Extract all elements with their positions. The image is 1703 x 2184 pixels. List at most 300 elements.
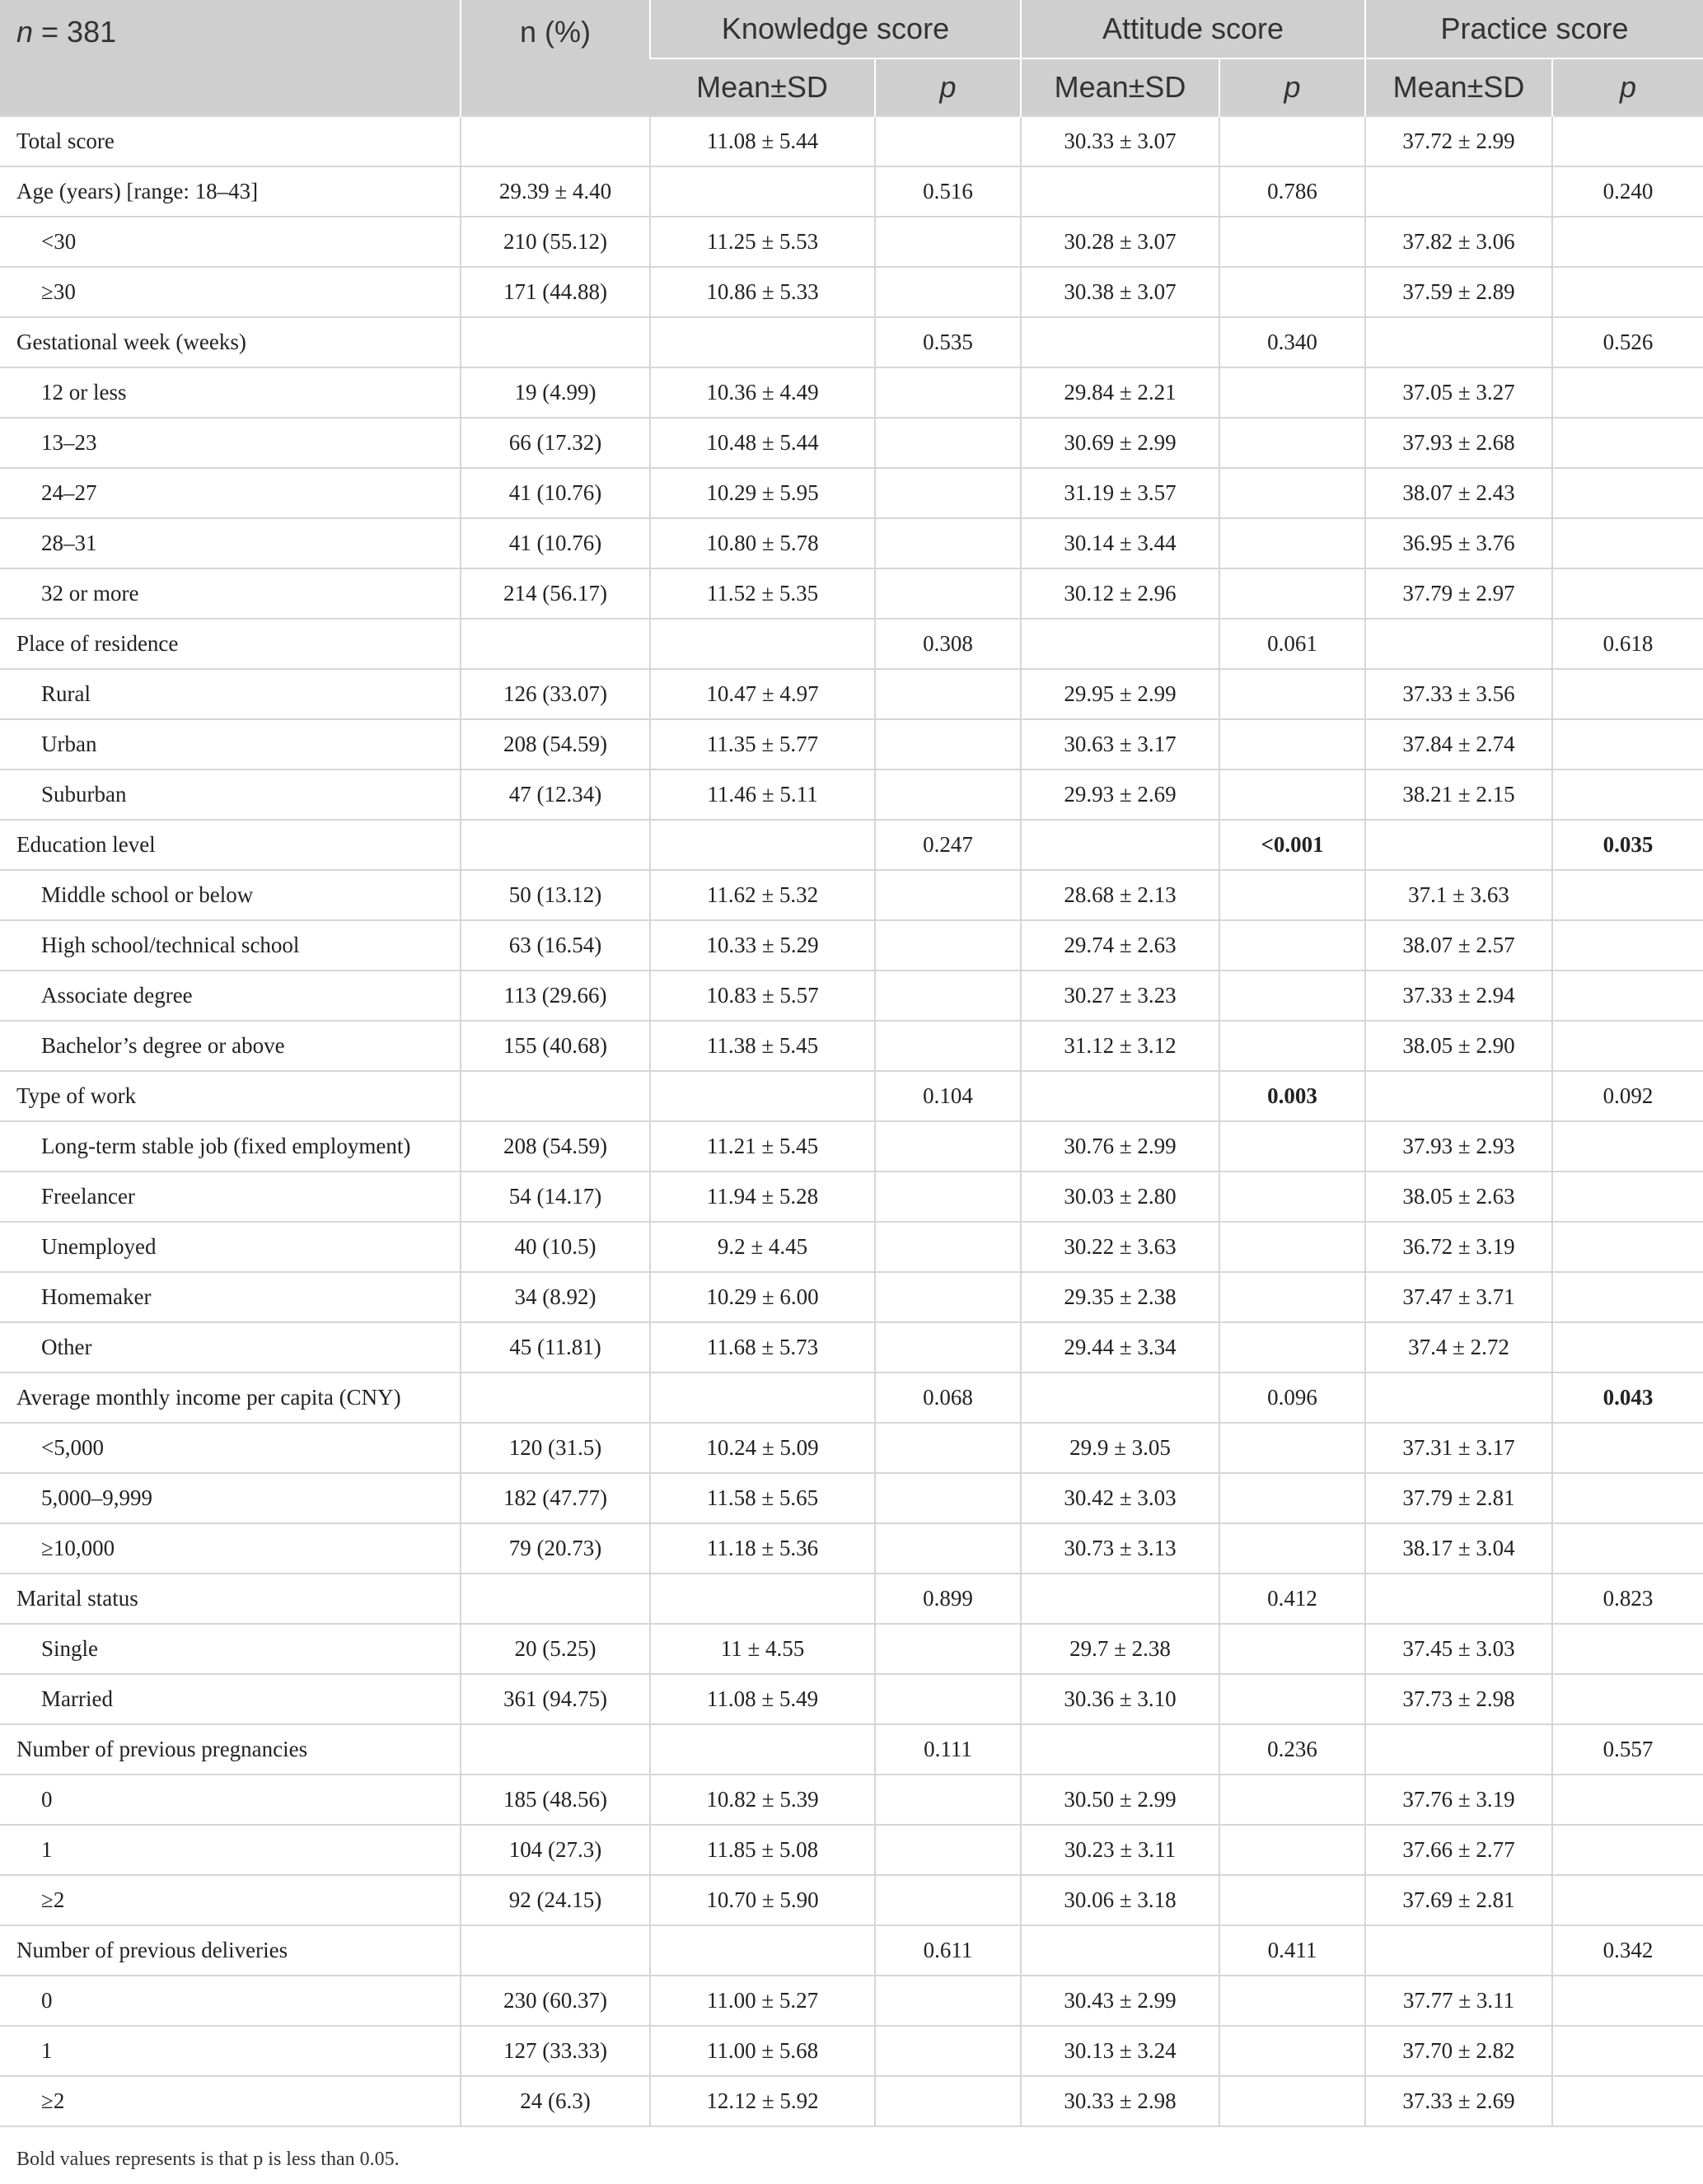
- n-pct-cell: 210 (55.12): [461, 217, 650, 267]
- practice-p-cell: [1552, 719, 1703, 769]
- row-label: Urban: [0, 719, 461, 769]
- knowledge-mean-sd-cell: 11.52 ± 5.35: [650, 568, 875, 619]
- attitude-p-cell: [1219, 769, 1365, 820]
- attitude-p-cell: 0.340: [1219, 317, 1365, 367]
- practice-mean-sd-cell: 36.72 ± 3.19: [1365, 1222, 1552, 1272]
- row-label: 13–23: [0, 418, 461, 468]
- attitude-p-cell: [1219, 1473, 1365, 1523]
- knowledge-p-cell: [875, 1473, 1021, 1523]
- knowledge-p-cell: 0.111: [875, 1724, 1021, 1775]
- attitude-p-cell: [1219, 1322, 1365, 1373]
- row-label: Homemaker: [0, 1272, 461, 1322]
- n-pct-cell: 113 (29.66): [461, 970, 650, 1021]
- n-pct-cell: 40 (10.5): [461, 1222, 650, 1272]
- practice-mean-sd-cell: 37.79 ± 2.81: [1365, 1473, 1552, 1523]
- row-label: 32 or more: [0, 568, 461, 619]
- practice-mean-sd-cell: 37.1 ± 3.63: [1365, 870, 1552, 920]
- knowledge-p-cell: [875, 1272, 1021, 1322]
- knowledge-p-cell: [875, 116, 1021, 166]
- knowledge-mean-sd-cell: [650, 1925, 875, 1976]
- table-row: [0, 1976, 1703, 2026]
- knowledge-p-cell: 0.247: [875, 820, 1021, 870]
- row-label: Type of work: [0, 1071, 461, 1121]
- practice-p-cell: [1552, 1322, 1703, 1373]
- attitude-mean-sd-cell: 29.7 ± 2.38: [1021, 1624, 1219, 1674]
- attitude-p-cell: 0.412: [1219, 1574, 1365, 1624]
- attitude-p-cell: [1219, 1875, 1365, 1925]
- practice-mean-sd-cell: 37.69 ± 2.81: [1365, 1875, 1552, 1925]
- practice-mean-sd-cell: 38.07 ± 2.43: [1365, 468, 1552, 518]
- practice-mean-sd-cell: 37.73 ± 2.98: [1365, 1674, 1552, 1724]
- knowledge-mean-sd-cell: 11.35 ± 5.77: [650, 719, 875, 769]
- knowledge-mean-sd-cell: [650, 619, 875, 669]
- knowledge-p-cell: [875, 1222, 1021, 1272]
- table-row: [0, 920, 1703, 970]
- attitude-mean-sd-cell: 31.19 ± 3.57: [1021, 468, 1219, 518]
- table-row: [0, 1574, 1703, 1624]
- attitude-mean-sd-cell: 30.22 ± 3.63: [1021, 1222, 1219, 1272]
- row-label: High school/technical school: [0, 920, 461, 970]
- attitude-p-cell: [1219, 1674, 1365, 1724]
- n-pct-cell: 66 (17.32): [461, 418, 650, 468]
- attitude-p-cell: 0.003: [1219, 1071, 1365, 1121]
- knowledge-mean-sd-cell: 11.08 ± 5.44: [650, 116, 875, 166]
- practice-p-cell: [1552, 1875, 1703, 1925]
- knowledge-p-cell: [875, 1976, 1021, 2026]
- attitude-p-cell: [1219, 367, 1365, 418]
- knowledge-mean-sd-cell: [650, 1724, 875, 1775]
- attitude-p-cell: [1219, 518, 1365, 568]
- row-label: Gestational week (weeks): [0, 317, 461, 367]
- practice-mean-sd-cell: 37.59 ± 2.89: [1365, 267, 1552, 317]
- n-pct-cell: 20 (5.25): [461, 1624, 650, 1674]
- knowledge-p-cell: [875, 1172, 1021, 1222]
- table-row: [0, 418, 1703, 468]
- knowledge-p-cell: 0.308: [875, 619, 1021, 669]
- n-pct-cell: [461, 820, 650, 870]
- n-pct-cell: 45 (11.81): [461, 1322, 650, 1373]
- attitude-mean-sd-cell: [1021, 166, 1219, 217]
- attitude-mean-sd-cell: 30.06 ± 3.18: [1021, 1875, 1219, 1925]
- knowledge-p-cell: [875, 1775, 1021, 1825]
- row-label: Education level: [0, 820, 461, 870]
- knowledge-mean-sd-cell: 11.62 ± 5.32: [650, 870, 875, 920]
- attitude-mean-sd-cell: 30.73 ± 3.13: [1021, 1523, 1219, 1574]
- attitude-mean-sd-cell: 28.68 ± 2.13: [1021, 870, 1219, 920]
- table-row: [0, 1624, 1703, 1674]
- practice-mean-sd-cell: 36.95 ± 3.76: [1365, 518, 1552, 568]
- table-row: [0, 1121, 1703, 1172]
- practice-mean-sd-cell: [1365, 820, 1552, 870]
- table-row: [0, 367, 1703, 418]
- practice-p-cell: [1552, 1624, 1703, 1674]
- table-row: [0, 1925, 1703, 1976]
- knowledge-mean-sd-cell: [650, 1373, 875, 1423]
- n-pct-cell: 19 (4.99): [461, 367, 650, 418]
- attitude-p-cell: 0.411: [1219, 1925, 1365, 1976]
- knowledge-p-cell: [875, 920, 1021, 970]
- n-pct-cell: 24 (6.3): [461, 2076, 650, 2126]
- practice-p-cell: [1552, 920, 1703, 970]
- practice-mean-sd-cell: 38.05 ± 2.63: [1365, 1172, 1552, 1222]
- practice-mean-sd-cell: 37.77 ± 3.11: [1365, 1976, 1552, 2026]
- knowledge-p-cell: [875, 468, 1021, 518]
- attitude-p-cell: [1219, 669, 1365, 719]
- knowledge-p-cell: [875, 1423, 1021, 1473]
- knowledge-p-header: p: [875, 58, 1021, 116]
- table-row: [0, 1825, 1703, 1875]
- table-row: [0, 1373, 1703, 1423]
- n-pct-cell: [461, 1724, 650, 1775]
- practice-mean-sd-cell: [1365, 1373, 1552, 1423]
- table-header: [0, 0, 1703, 116]
- n-pct-cell: 92 (24.15): [461, 1875, 650, 1925]
- table-row: [0, 970, 1703, 1021]
- n-pct-cell: 127 (33.33): [461, 2026, 650, 2076]
- attitude-mean-sd-cell: [1021, 317, 1219, 367]
- attitude-p-cell: [1219, 2026, 1365, 2076]
- practice-p-cell: [1552, 367, 1703, 418]
- practice-p-cell: 0.618: [1552, 619, 1703, 669]
- knowledge-p-cell: [875, 2026, 1021, 2076]
- practice-mean-sd-cell: 38.05 ± 2.90: [1365, 1021, 1552, 1071]
- attitude-p-cell: [1219, 1021, 1365, 1071]
- practice-mean-sd-cell: [1365, 1724, 1552, 1775]
- attitude-p-cell: [1219, 1523, 1365, 1574]
- n-pct-cell: 182 (47.77): [461, 1473, 650, 1523]
- n-pct-cell: [461, 619, 650, 669]
- attitude-mean-sd-cell: 30.50 ± 2.99: [1021, 1775, 1219, 1825]
- attitude-p-cell: <0.001: [1219, 820, 1365, 870]
- attitude-mean-sd-cell: 30.36 ± 3.10: [1021, 1674, 1219, 1724]
- table-row: [0, 1423, 1703, 1473]
- practice-p-cell: 0.043: [1552, 1373, 1703, 1423]
- attitude-mean-sd-cell: 30.28 ± 3.07: [1021, 217, 1219, 267]
- attitude-p-cell: [1219, 1272, 1365, 1322]
- table-row: [0, 1071, 1703, 1121]
- knowledge-mean-sd-cell: 11.08 ± 5.49: [650, 1674, 875, 1724]
- n-pct-cell: [461, 116, 650, 166]
- practice-p-cell: [1552, 217, 1703, 267]
- practice-mean-sd-cell: 37.33 ± 2.69: [1365, 2076, 1552, 2126]
- practice-p-cell: [1552, 870, 1703, 920]
- n-pct-cell: 54 (14.17): [461, 1172, 650, 1222]
- practice-mean-sd-cell: 37.72 ± 2.99: [1365, 116, 1552, 166]
- attitude-mean-sd-cell: 29.35 ± 2.38: [1021, 1272, 1219, 1322]
- practice-p-cell: [1552, 468, 1703, 518]
- knowledge-p-cell: 0.535: [875, 317, 1021, 367]
- table-footnote: Bold values represents is that p is less than 0.05.: [16, 2149, 400, 2170]
- practice-p-cell: 0.823: [1552, 1574, 1703, 1624]
- knowledge-mean-sd-cell: [650, 317, 875, 367]
- attitude-p-cell: 0.786: [1219, 166, 1365, 217]
- knowledge-mean-sd-cell: 11.85 ± 5.08: [650, 1825, 875, 1875]
- table-row: [0, 820, 1703, 870]
- attitude-p-cell: [1219, 1775, 1365, 1825]
- row-label: 12 or less: [0, 367, 461, 418]
- practice-mean-sd-cell: 37.82 ± 3.06: [1365, 217, 1552, 267]
- knowledge-mean-sd-header: Mean±SD: [650, 58, 875, 116]
- attitude-mean-sd-cell: 30.33 ± 3.07: [1021, 116, 1219, 166]
- knowledge-p-cell: [875, 418, 1021, 468]
- knowledge-mean-sd-cell: 11.46 ± 5.11: [650, 769, 875, 820]
- attitude-mean-sd-cell: 30.69 ± 2.99: [1021, 418, 1219, 468]
- knowledge-p-cell: [875, 970, 1021, 1021]
- row-label: Single: [0, 1624, 461, 1674]
- table-row: [0, 468, 1703, 518]
- table-row: [0, 568, 1703, 619]
- practice-p-cell: [1552, 267, 1703, 317]
- row-label: ≥2: [0, 2076, 461, 2126]
- n-pct-cell: 214 (56.17): [461, 568, 650, 619]
- table-row: [0, 2076, 1703, 2126]
- attitude-p-cell: [1219, 267, 1365, 317]
- practice-p-cell: [1552, 1272, 1703, 1322]
- table-row: [0, 870, 1703, 920]
- table-row: [0, 1875, 1703, 1925]
- practice-p-cell: 0.342: [1552, 1925, 1703, 1976]
- knowledge-p-cell: 0.104: [875, 1071, 1021, 1121]
- attitude-mean-sd-cell: 29.74 ± 2.63: [1021, 920, 1219, 970]
- table-row: [0, 217, 1703, 267]
- attitude-mean-sd-cell: 30.38 ± 3.07: [1021, 267, 1219, 317]
- attitude-mean-sd-cell: 29.95 ± 2.99: [1021, 669, 1219, 719]
- knowledge-p-cell: [875, 267, 1021, 317]
- row-label: 28–31: [0, 518, 461, 568]
- practice-mean-sd-cell: [1365, 1071, 1552, 1121]
- knowledge-p-cell: [875, 1674, 1021, 1724]
- practice-mean-sd-cell: 37.84 ± 2.74: [1365, 719, 1552, 769]
- table-row: [0, 116, 1703, 166]
- practice-p-cell: [1552, 1523, 1703, 1574]
- knowledge-p-cell: [875, 518, 1021, 568]
- table-row: [0, 669, 1703, 719]
- attitude-mean-sd-cell: 30.13 ± 3.24: [1021, 2026, 1219, 2076]
- practice-mean-sd-cell: 37.79 ± 2.97: [1365, 568, 1552, 619]
- row-label: <5,000: [0, 1423, 461, 1473]
- n-pct-cell: [461, 1071, 650, 1121]
- n-pct-cell: 230 (60.37): [461, 1976, 650, 2026]
- practice-p-cell: [1552, 418, 1703, 468]
- practice-p-cell: [1552, 669, 1703, 719]
- n-pct-cell: [461, 1373, 650, 1423]
- practice-p-cell: 0.526: [1552, 317, 1703, 367]
- attitude-p-cell: [1219, 920, 1365, 970]
- attitude-mean-sd-cell: [1021, 1373, 1219, 1423]
- attitude-mean-sd-cell: 30.12 ± 2.96: [1021, 568, 1219, 619]
- n-value: = 381: [33, 15, 117, 49]
- n-pct-cell: 63 (16.54): [461, 920, 650, 970]
- n-pct-cell: 104 (27.3): [461, 1825, 650, 1875]
- knowledge-p-cell: [875, 1021, 1021, 1071]
- n-pct-cell: 126 (33.07): [461, 669, 650, 719]
- practice-p-cell: [1552, 2076, 1703, 2126]
- n-pct-cell: 155 (40.68): [461, 1021, 650, 1071]
- knowledge-p-cell: [875, 568, 1021, 619]
- knowledge-mean-sd-cell: 10.83 ± 5.57: [650, 970, 875, 1021]
- row-label: Unemployed: [0, 1222, 461, 1272]
- attitude-mean-sd-cell: [1021, 1574, 1219, 1624]
- row-label: Married: [0, 1674, 461, 1724]
- row-label: Place of residence: [0, 619, 461, 669]
- knowledge-mean-sd-cell: 11.68 ± 5.73: [650, 1322, 875, 1373]
- practice-p-cell: [1552, 970, 1703, 1021]
- n-pct-cell: 29.39 ± 4.40: [461, 166, 650, 217]
- table-row: [0, 719, 1703, 769]
- row-label: Associate degree: [0, 970, 461, 1021]
- practice-mean-sd-header: Mean±SD: [1365, 58, 1552, 116]
- knowledge-p-cell: [875, 870, 1021, 920]
- knowledge-mean-sd-cell: 9.2 ± 4.45: [650, 1222, 875, 1272]
- n-pct-cell: 185 (48.56): [461, 1775, 650, 1825]
- knowledge-p-cell: 0.516: [875, 166, 1021, 217]
- table-row: [0, 1724, 1703, 1775]
- attitude-mean-sd-cell: 30.23 ± 3.11: [1021, 1825, 1219, 1875]
- attitude-p-cell: [1219, 1222, 1365, 1272]
- n-pct-cell: [461, 317, 650, 367]
- row-label: Total score: [0, 116, 461, 166]
- n-pct-cell: 208 (54.59): [461, 719, 650, 769]
- n-pct-cell: 50 (13.12): [461, 870, 650, 920]
- attitude-mean-sd-cell: 30.43 ± 2.99: [1021, 1976, 1219, 2026]
- row-label: 5,000–9,999: [0, 1473, 461, 1523]
- attitude-mean-sd-cell: 30.42 ± 3.03: [1021, 1473, 1219, 1523]
- row-label: 24–27: [0, 468, 461, 518]
- practice-p-cell: [1552, 518, 1703, 568]
- row-label: Other: [0, 1322, 461, 1373]
- table-row: [0, 1523, 1703, 1574]
- practice-p-cell: [1552, 769, 1703, 820]
- practice-mean-sd-cell: [1365, 317, 1552, 367]
- practice-mean-sd-cell: 38.21 ± 2.15: [1365, 769, 1552, 820]
- attitude-mean-sd-cell: 30.27 ± 3.23: [1021, 970, 1219, 1021]
- practice-p-cell: [1552, 568, 1703, 619]
- attitude-mean-sd-cell: 29.93 ± 2.69: [1021, 769, 1219, 820]
- knowledge-p-cell: [875, 1875, 1021, 1925]
- attitude-p-cell: [1219, 870, 1365, 920]
- table-row: [0, 619, 1703, 669]
- practice-mean-sd-cell: 37.45 ± 3.03: [1365, 1624, 1552, 1674]
- knowledge-mean-sd-cell: 11.38 ± 5.45: [650, 1021, 875, 1071]
- attitude-p-cell: [1219, 1423, 1365, 1473]
- practice-mean-sd-cell: 37.47 ± 3.71: [1365, 1272, 1552, 1322]
- knowledge-mean-sd-cell: 10.82 ± 5.39: [650, 1775, 875, 1825]
- knowledge-p-cell: [875, 1121, 1021, 1172]
- knowledge-mean-sd-cell: 11.21 ± 5.45: [650, 1121, 875, 1172]
- attitude-mean-sd-cell: 31.12 ± 3.12: [1021, 1021, 1219, 1071]
- practice-p-cell: [1552, 1473, 1703, 1523]
- attitude-mean-sd-cell: [1021, 619, 1219, 669]
- practice-p-header: p: [1552, 58, 1703, 116]
- n-pct-cell: 120 (31.5): [461, 1423, 650, 1473]
- attitude-mean-sd-cell: 29.9 ± 3.05: [1021, 1423, 1219, 1473]
- attitude-p-cell: [1219, 970, 1365, 1021]
- knowledge-mean-sd-cell: 11 ± 4.55: [650, 1624, 875, 1674]
- attitude-mean-sd-cell: 29.44 ± 3.34: [1021, 1322, 1219, 1373]
- knowledge-mean-sd-cell: 10.36 ± 4.49: [650, 367, 875, 418]
- knowledge-mean-sd-cell: 11.94 ± 5.28: [650, 1172, 875, 1222]
- practice-p-cell: 0.092: [1552, 1071, 1703, 1121]
- attitude-p-cell: 0.061: [1219, 619, 1365, 669]
- attitude-p-cell: 0.236: [1219, 1724, 1365, 1775]
- attitude-p-cell: [1219, 568, 1365, 619]
- practice-p-cell: [1552, 1172, 1703, 1222]
- row-label: Suburban: [0, 769, 461, 820]
- knowledge-p-cell: 0.899: [875, 1574, 1021, 1624]
- attitude-p-cell: [1219, 2076, 1365, 2126]
- table-row: [0, 317, 1703, 367]
- table-row: [0, 166, 1703, 217]
- attitude-mean-sd-cell: [1021, 1724, 1219, 1775]
- practice-mean-sd-cell: 37.31 ± 3.17: [1365, 1423, 1552, 1473]
- knowledge-mean-sd-cell: 10.70 ± 5.90: [650, 1875, 875, 1925]
- practice-mean-sd-cell: [1365, 619, 1552, 669]
- knowledge-header: Knowledge score: [650, 0, 1021, 58]
- table-row: [0, 1021, 1703, 1071]
- practice-p-cell: [1552, 1674, 1703, 1724]
- knowledge-mean-sd-cell: [650, 820, 875, 870]
- row-label: 0: [0, 1775, 461, 1825]
- n-pct-cell: [461, 1925, 650, 1976]
- attitude-mean-sd-cell: 30.63 ± 3.17: [1021, 719, 1219, 769]
- row-label: ≥10,000: [0, 1523, 461, 1574]
- practice-p-cell: [1552, 1976, 1703, 2026]
- row-label: ≥2: [0, 1875, 461, 1925]
- practice-mean-sd-cell: [1365, 1574, 1552, 1624]
- knowledge-p-cell: [875, 1624, 1021, 1674]
- row-label: Freelancer: [0, 1172, 461, 1222]
- attitude-mean-sd-cell: 30.03 ± 2.80: [1021, 1172, 1219, 1222]
- attitude-header: Attitude score: [1021, 0, 1365, 58]
- knowledge-mean-sd-cell: [650, 166, 875, 217]
- knowledge-p-cell: [875, 217, 1021, 267]
- row-label: Number of previous pregnancies: [0, 1724, 461, 1775]
- knowledge-mean-sd-cell: [650, 1071, 875, 1121]
- knowledge-p-cell: [875, 1523, 1021, 1574]
- attitude-mean-sd-header: Mean±SD: [1021, 58, 1219, 116]
- practice-p-cell: [1552, 1775, 1703, 1825]
- n-pct-cell: 79 (20.73): [461, 1523, 650, 1574]
- row-label: 1: [0, 2026, 461, 2076]
- knowledge-p-cell: [875, 1825, 1021, 1875]
- attitude-mean-sd-cell: 29.84 ± 2.21: [1021, 367, 1219, 418]
- knowledge-mean-sd-cell: 10.86 ± 5.33: [650, 267, 875, 317]
- knowledge-p-cell: [875, 1322, 1021, 1373]
- attitude-p-cell: [1219, 1624, 1365, 1674]
- table-row: [0, 1674, 1703, 1724]
- table-row: [0, 769, 1703, 820]
- practice-p-cell: 0.557: [1552, 1724, 1703, 1775]
- attitude-p-cell: [1219, 1121, 1365, 1172]
- knowledge-p-cell: [875, 367, 1021, 418]
- practice-mean-sd-cell: [1365, 1925, 1552, 1976]
- row-label: 1: [0, 1825, 461, 1875]
- table-row: [0, 518, 1703, 568]
- table-row: [0, 1775, 1703, 1825]
- row-label: Rural: [0, 669, 461, 719]
- row-label: Average monthly income per capita (CNY): [0, 1373, 461, 1423]
- table-row: [0, 1222, 1703, 1272]
- n-pct-cell: [461, 1574, 650, 1624]
- attitude-p-cell: [1219, 116, 1365, 166]
- attitude-mean-sd-cell: 30.76 ± 2.99: [1021, 1121, 1219, 1172]
- n-pct-cell: 34 (8.92): [461, 1272, 650, 1322]
- practice-mean-sd-cell: 37.33 ± 3.56: [1365, 669, 1552, 719]
- n-label: n: [16, 15, 34, 49]
- practice-p-cell: [1552, 1423, 1703, 1473]
- table-row: [0, 2026, 1703, 2076]
- n-pct-header: n (%): [461, 0, 650, 116]
